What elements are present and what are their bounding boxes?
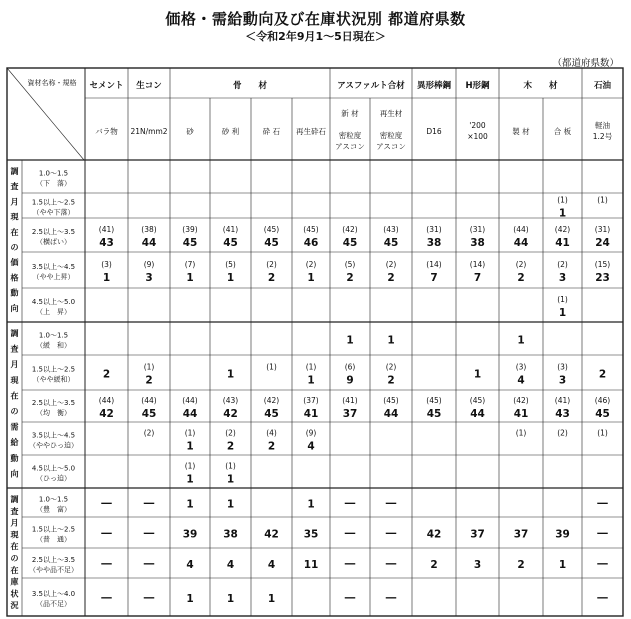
cell-prev-value: (1) [557,295,568,304]
row-label-desc: （品不足） [36,600,71,608]
cell-prev-value: (3) [515,362,527,372]
cell-prev-value: (43) [222,396,239,405]
cell-value: 37 [342,408,358,420]
row-label: 3.5以上～4.5 [31,263,76,271]
row-label: 3.5以上～4.0 [31,590,76,598]
header-group-5: H形鋼 [465,81,490,91]
cell-value: 1 [307,272,315,284]
cell-value: ― [344,592,356,604]
cell-prev-value: (9) [143,260,155,269]
cell-prev-value: (1) [557,195,568,205]
row-label-desc: （やや品不足） [29,566,78,574]
header-group-6: 木 材 [523,81,558,91]
cell-value: 45 [383,237,399,249]
cell-prev-value: (2) [557,428,568,438]
header-sub-9: ×100 [467,132,488,141]
cell-prev-value: (45) [383,396,399,405]
cell-prev-value: (31) [594,225,611,234]
header-sub-7: アスコン [376,142,406,151]
cell-value: 1 [186,272,194,284]
cell-value: 1 [186,498,194,511]
cell-value: 1 [267,593,276,605]
cell-prev-value: (2) [385,362,397,372]
header-sub-7: 密粒度 [379,131,403,140]
cell-value: 44 [470,408,485,420]
cell-value: 2 [267,272,276,284]
cell-value: 1 [226,498,235,511]
cell-value: 42 [223,408,238,420]
cell-value: ― [344,497,356,510]
cell-value: 7 [473,272,482,284]
cell-prev-value: (45) [263,225,280,234]
cell-value: 2 [517,272,525,284]
header-sub-3: 砂 利 [221,127,240,136]
cell-value: 1 [226,593,235,605]
cell-prev-value: (1) [225,461,236,471]
header-sub-9: '200 [469,121,486,130]
cell-prev-value: (37) [303,396,319,405]
cell-value: 1 [307,498,315,511]
row-label: 2.5以上～3.5 [31,399,76,407]
cell-value: ― [101,527,112,540]
row-label-desc: （緩 和） [36,341,71,350]
header-sub-0: バラ物 [95,127,118,136]
header-corner: 資材名称・規格 [27,79,77,87]
row-label: 2.5以上～3.5 [31,228,76,236]
cell-value: 1 [346,334,354,347]
header-sub-2: 砂 [186,127,194,136]
cell-prev-value: (45) [469,396,486,405]
cell-value: 42 [99,408,114,420]
cell-prev-value: (43) [383,225,399,234]
cell-prev-value: (9) [305,428,317,438]
cell-value: 1 [558,307,567,319]
cell-value: ― [385,497,397,510]
row-label-desc: （豊 富） [36,505,71,514]
cell-value: ― [101,497,112,510]
cell-value: 1 [186,473,194,486]
cell-value: 39 [182,528,198,541]
row-label-desc: （上 昇） [36,308,71,316]
cell-value: 24 [595,237,610,249]
cell-prev-value: (41) [342,396,358,405]
cell-value: 45 [426,408,442,420]
cell-value: 37 [513,528,529,541]
cell-value: ― [597,558,608,570]
header-sub-1: 21N/mm2 [130,127,168,136]
cell-value: 35 [303,528,319,541]
cell-value: 39 [555,528,570,541]
cell-value: 2 [430,559,438,571]
cell-value: 1 [226,368,235,381]
cell-prev-value: (31) [469,225,486,234]
header-sub-12: 1.2号 [592,132,613,141]
row-label: 4.5以上～5.0 [31,298,76,306]
cell-value: 1 [517,334,525,347]
cell-prev-value: (1) [184,461,196,471]
cell-value: 2 [267,440,276,453]
cell-value: 1 [473,368,482,381]
cell-prev-value: (44) [513,225,529,234]
cell-value: 1 [226,272,235,284]
header-sub-11: 合 板 [553,127,572,136]
cell-prev-value: (2) [557,260,568,269]
cell-prev-value: (39) [182,225,198,234]
cell-value: ― [143,592,155,604]
cell-prev-value: (3) [101,260,112,269]
cell-prev-value: (42) [342,225,358,234]
cell-value: 2 [387,374,395,387]
header-sub-8: D16 [426,127,442,136]
cell-value: 45 [595,408,610,420]
cell-value: ― [385,558,397,570]
cell-value: 4 [267,559,276,571]
header-group-0: セメント [89,81,124,91]
cell-value: 44 [513,237,529,249]
cell-value: 2 [517,559,525,571]
cell-prev-value: (2) [143,428,155,438]
cell-value: 1 [186,593,194,605]
cell-value: ― [101,558,112,570]
header-group-7: 石油 [593,81,612,91]
row-label-desc: （ややひっ迫） [29,441,78,450]
cell-value: 1 [102,272,111,284]
cell-value: ― [385,527,397,540]
row-label: 1.0～1.5 [38,331,69,340]
cell-value: 41 [513,408,529,420]
cell-value: 7 [430,272,438,284]
cell-value: 43 [99,237,114,249]
header-group-1: 生コン [136,81,162,91]
header-sub-12: 軽油 [595,121,610,130]
cell-value: 3 [473,559,482,571]
cell-prev-value: (41) [554,396,571,405]
cell-prev-value: (1) [515,428,527,438]
row-label: 4.5以上～5.0 [31,464,76,473]
cell-value: ― [597,527,608,540]
section-label-2: 調査月現在の在庫状況 [10,495,19,611]
row-label-desc: （ひっ迫） [36,474,71,483]
cell-prev-value: (5) [344,260,356,269]
cell-prev-value: (1) [184,428,196,438]
cell-value: ― [143,558,155,570]
cell-value: 42 [426,528,442,541]
row-label-desc: （均 衡） [36,409,71,417]
cell-value: 2 [387,272,395,284]
cell-prev-value: (45) [303,225,319,234]
cell-prev-value: (7) [184,260,196,269]
cell-value: 4 [226,559,235,571]
cell-prev-value: (1) [597,428,608,438]
header-sub-4: 砕 石 [262,127,281,136]
header-sub-7: 再生材 [379,109,403,118]
cell-value: 45 [223,237,238,249]
cell-value: 45 [264,408,279,420]
header-group-4: 異形棒鋼 [416,81,452,91]
cell-value: 44 [182,408,198,420]
row-label: 3.5以上～4.5 [31,431,76,440]
cell-prev-value: (1) [143,362,155,372]
cell-value: ― [344,527,356,540]
cell-value: ― [143,527,155,540]
cell-value: 23 [595,272,610,284]
cell-prev-value: (46) [594,396,611,405]
cell-value: 1 [558,559,567,571]
cell-value: ― [597,497,608,510]
cell-value: 1 [186,440,194,453]
unit-note: （都道府県数） [552,58,619,69]
row-label: 1.5以上～2.5 [31,365,76,374]
cell-prev-value: (1) [266,362,277,372]
cell-prev-value: (2) [266,260,277,269]
header-group-2: 骨 材 [232,81,268,91]
cell-prev-value: (5) [225,260,236,269]
cell-value: 4 [307,440,315,453]
cell-value: 1 [387,334,395,347]
cell-value: 4 [517,374,525,387]
cell-value: 42 [264,528,279,541]
cell-value: 38 [426,237,442,249]
cell-value: 2 [102,368,111,381]
section-label-0: 調査月現在の価格動向 [10,167,19,313]
cell-prev-value: (44) [182,396,198,405]
cell-value: 41 [555,237,570,249]
cell-value: 45 [264,237,279,249]
cell-value: 44 [383,408,399,420]
cell-prev-value: (15) [594,260,611,269]
cell-prev-value: (2) [385,260,397,269]
header-sub-6: 新 材 [341,109,359,118]
cell-prev-value: (2) [515,260,527,269]
cell-value: 38 [223,528,238,541]
cell-value: ― [101,592,112,604]
cell-value: 1 [307,374,315,387]
header-sub-6: 密粒度 [338,131,362,140]
cell-value: ― [597,592,608,604]
cell-value: 46 [303,237,319,249]
cell-prev-value: (45) [426,396,442,405]
row-label: 1.0～1.5 [38,495,69,504]
row-label: 1.0～1.5 [38,169,69,178]
cell-value: 43 [555,408,570,420]
cell-prev-value: (41) [98,225,115,234]
cell-value: 2 [226,440,235,453]
section-label-1: 調査月現在の需給動向 [10,329,19,479]
cell-prev-value: (38) [141,225,157,234]
cell-prev-value: (4) [266,428,277,438]
cell-value: 3 [558,374,567,387]
cell-value: 37 [470,528,485,541]
cell-value: 4 [186,559,194,571]
cell-prev-value: (42) [554,225,571,234]
header-sub-10: 製 材 [512,127,530,136]
cell-value: 45 [141,408,157,420]
cell-value: 2 [346,272,354,284]
cell-value: 1 [558,207,567,220]
header-sub-6: アスコン [335,142,365,151]
cell-value: 9 [346,374,354,387]
cell-value: 41 [303,408,319,420]
cell-value: 1 [226,473,235,486]
cell-prev-value: (44) [141,396,157,405]
cell-value: 38 [470,237,485,249]
cell-prev-value: (1) [305,362,317,372]
cell-prev-value: (14) [469,260,486,269]
row-label-desc: （やや上昇） [32,273,75,281]
cell-prev-value: (2) [225,428,236,438]
cell-value: 3 [558,272,567,284]
row-label-desc: （普 通） [36,535,71,544]
cell-value: ― [344,558,356,570]
page-subtitle: ＜令和2年9月1～5日現在＞ [245,30,386,43]
cell-prev-value: (31) [426,225,442,234]
cell-prev-value: (14) [426,260,442,269]
cell-prev-value: (1) [597,195,608,205]
cell-value: 2 [598,368,607,381]
cell-value: 3 [145,272,153,284]
cell-prev-value: (42) [513,396,529,405]
cell-prev-value: (3) [557,362,568,372]
row-label-desc: （横ばい） [36,238,71,246]
cell-value: ― [385,592,397,604]
row-label: 1.5以上～2.5 [31,525,76,534]
cell-value: 44 [141,237,157,249]
header-group-3: アスファルト合材 [337,81,405,91]
row-label-desc: （やや緩和） [32,375,75,384]
page-title: 価格・需給動向及び在庫状況別 都道府県数 [165,10,466,28]
cell-prev-value: (41) [222,225,239,234]
cell-value: 45 [342,237,358,249]
cell-value: 11 [303,559,319,571]
cell-prev-value: (2) [305,260,317,269]
row-label-desc: （やや下落） [32,208,75,217]
cell-prev-value: (6) [344,362,356,372]
cell-value: 2 [145,374,153,387]
row-label: 2.5以上～3.5 [31,556,76,564]
cell-value: ― [143,497,155,510]
cell-prev-value: (44) [98,396,115,405]
header-sub-5: 再生砕石 [296,127,326,136]
row-label: 1.5以上～2.5 [31,198,76,207]
row-label-desc: （下 落） [36,179,71,188]
cell-value: 45 [182,237,198,249]
cell-prev-value: (42) [263,396,280,405]
